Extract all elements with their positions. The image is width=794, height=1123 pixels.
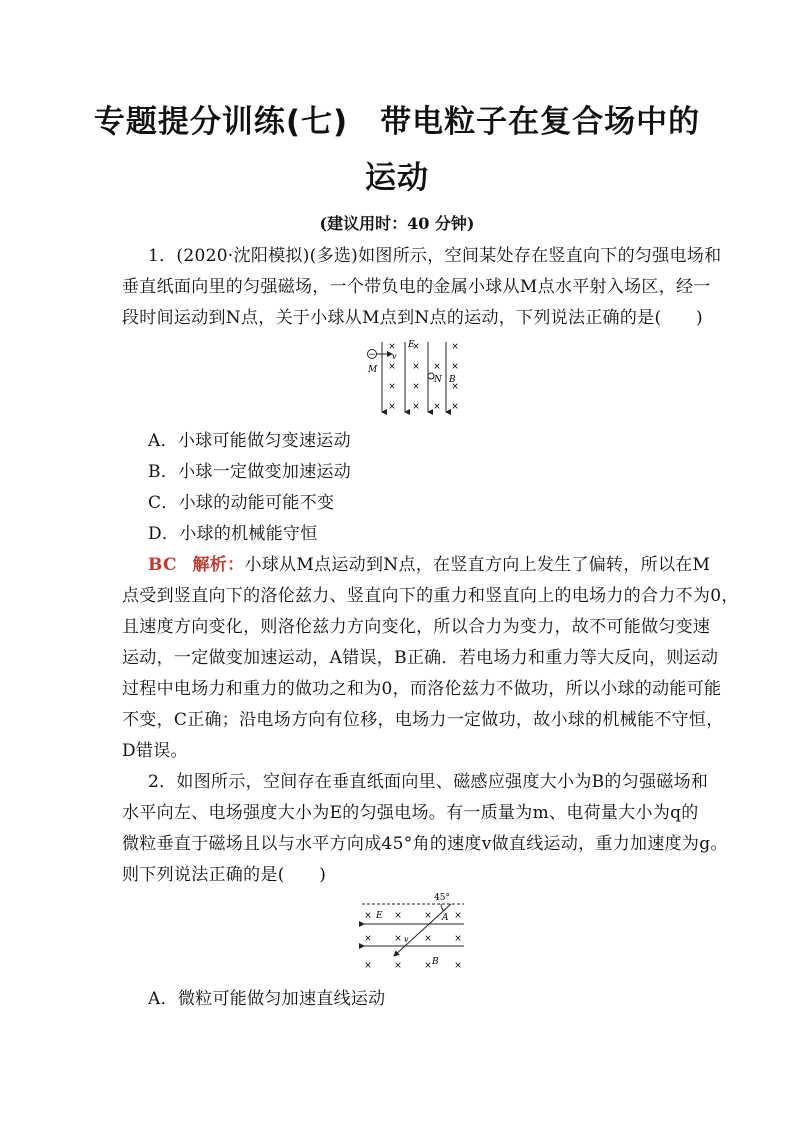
q1-option-d: D．小球的机械能守恒 xyxy=(148,524,318,544)
b-cross: × xyxy=(394,961,402,971)
q1-analysis-line4: 运动，一定做变加速运动，A错误，B正确．若电场力和重力等大反向，则运动 xyxy=(122,648,719,668)
q2-stem-line2: 水平向左、电场强度大小为E的匀强电场。有一质量为m、电荷量大小为q的 xyxy=(122,803,699,823)
q1-analysis-line5: 过程中电场力和重力的做功之和为0，而洛伦兹力不做功，所以小球的动能可能 xyxy=(122,679,722,699)
b-cross: × xyxy=(424,911,432,921)
label-a: A xyxy=(442,913,449,923)
velocity-path xyxy=(394,904,451,956)
q1-stem-line3: 段时间运动到N点，关于小球从M点到N点的运动，下列说法正确的是( ) xyxy=(122,308,703,328)
q2-stem-line3: 微粒垂直于磁场且以与水平方向成45°角的速度v做直线运动，重力加速度为g。 xyxy=(122,834,728,854)
b-cross: × xyxy=(364,934,372,944)
q1-option-a: A．小球可能做匀变速运动 xyxy=(148,431,351,451)
answer-badge: BC xyxy=(148,555,177,575)
page-title-line2: 运动 xyxy=(365,160,429,196)
q2-stem-line1: 2．如图所示，空间存在垂直纸面向里、磁感应强度大小为B的匀强磁场和 xyxy=(148,772,709,792)
q1-analysis-line1: BC 解析：小球从M点运动到N点，在竖直方向上发生了偏转，所以在M xyxy=(148,555,711,575)
label-b: B xyxy=(449,375,456,385)
q2-stem-line4: 则下列说法正确的是( ) xyxy=(122,865,327,885)
label-m: M xyxy=(368,365,378,375)
b-cross: × xyxy=(433,362,441,372)
label-b: B xyxy=(432,957,439,967)
angle-arc xyxy=(441,904,444,911)
analysis-label: 解析 xyxy=(192,555,228,575)
b-cross: × xyxy=(451,342,459,352)
b-cross: × xyxy=(412,342,420,352)
q1-stem-line1: 1．(2020·沈阳模拟)(多选)如图所示，空间某处存在竖直向下的匀强电场和 xyxy=(148,246,722,266)
b-cross: × xyxy=(388,342,396,352)
b-cross: × xyxy=(454,934,462,944)
q1-option-c: C．小球的动能可能不变 xyxy=(148,493,335,513)
b-cross: × xyxy=(388,362,396,372)
b-cross: × xyxy=(388,382,396,392)
b-cross: × xyxy=(424,961,432,971)
b-cross: × xyxy=(451,402,459,412)
analysis-text: 小球从M点运动到N点，在竖直方向上发生了偏转，所以在M xyxy=(244,555,711,575)
q1-analysis-line7: D错误。 xyxy=(122,741,188,761)
q1-field-figure xyxy=(362,336,472,418)
b-cross: × xyxy=(454,961,462,971)
q1-analysis-line2: 点受到竖直向下的洛伦兹力、竖直向下的重力和竖直向上的电场力的合力不为0， xyxy=(122,586,739,606)
label-angle: 45° xyxy=(434,893,450,903)
b-cross: × xyxy=(412,362,420,372)
b-cross: × xyxy=(412,382,420,392)
label-n: N xyxy=(434,375,442,385)
q1-analysis-line3: 且速度方向变化，则洛伦兹力方向变化，所以合力为变力，故不可能做匀变速 xyxy=(122,617,711,637)
q1-option-b: B．小球一定做变加速运动 xyxy=(148,462,352,482)
q2-option-a: A．微粒可能做匀加速直线运动 xyxy=(148,989,386,1009)
b-cross: × xyxy=(394,911,402,921)
label-v: v xyxy=(404,935,409,944)
b-cross: × xyxy=(394,934,402,944)
b-cross: × xyxy=(454,911,462,921)
q1-analysis-line6: 不变，C正确；沿电场方向有位移，电场力一定做功，故小球的机械能不守恒， xyxy=(122,710,724,730)
q1-stem-line2: 垂直纸面向里的匀强磁场，一个带负电的金属小球从M点水平射入场区，经一 xyxy=(122,277,711,297)
b-cross: × xyxy=(388,402,396,412)
b-cross: × xyxy=(424,934,432,944)
q2-field-figure xyxy=(356,888,472,978)
label-e: E xyxy=(408,340,415,350)
b-cross: × xyxy=(412,402,420,412)
b-cross: × xyxy=(451,382,459,392)
label-v: v xyxy=(392,352,397,361)
b-cross: × xyxy=(433,402,441,412)
time-note: (建议用时：40 分钟) xyxy=(319,214,475,233)
b-cross: × xyxy=(364,911,372,921)
label-e: E xyxy=(376,911,383,921)
b-cross: × xyxy=(451,362,459,372)
b-cross: × xyxy=(364,961,372,971)
page-title-line1: 专题提分训练(七) 带电粒子在复合场中的 xyxy=(93,104,701,140)
minus-sign: − xyxy=(368,350,376,360)
